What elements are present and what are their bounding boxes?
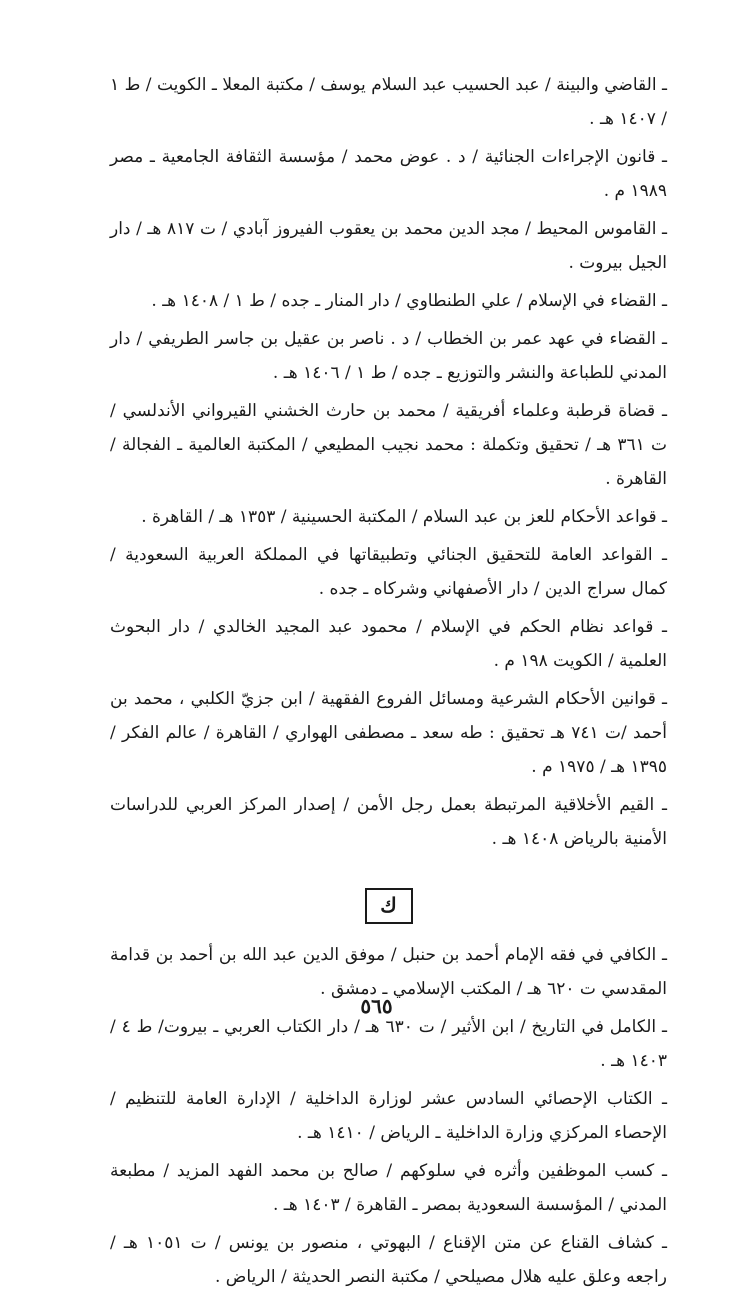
page-number: ٥٦٥: [360, 994, 393, 1018]
bibliography-entry: ـ قوانين الأحكام الشرعية ومسائل الفروع الفقهية / ابن جزيّ الكلبي ، محمد بن أحمد /ت ٧٤١ هـ تحقيق : طه سعد ـ مصطفى الهواري / القاهرة / عالم الفكر / ١٣٩٥ هـ / ١٩٧٥ م .: [110, 689, 667, 777]
bibliography-entry: ـ القاضي والبينة / عبد الحسيب عبد السلام يوسف / مكتبة المعلا ـ الكويت / ط ١ / ١٤٠٧ هـ .: [110, 75, 667, 129]
bibliography-entry: ـ كشاف القناع عن متن الإقناع / البهوتي ، منصور بن يونس / ت ١٠٥١ هـ / راجعه وعلق عليه هلال مصيلحي / مكتبة النصر الحديثة / الرياض .: [110, 1233, 667, 1287]
bibliography-entry: ـ كسب الموظفين وأثره في سلوكهم / صالح بن محمد الفهد المزيد / مطبعة المدني / المؤسسة السعودية بمصر ـ القاهرة / ١٤٠٣ هـ .: [110, 1161, 667, 1215]
bibliography-entry: ـ الكامل في التاريخ / ابن الأثير / ت ٦٣٠ هـ / دار الكتاب العربي ـ بيروت/ ط ٤ / ١٤٠٣ هـ .: [110, 1017, 667, 1071]
bibliography-entry: ـ الكافي في فقه الإمام أحمد بن حنبل / موفق الدين عبد الله بن أحمد بن قدامة المقدسي ت ٦٢٠ هـ / المكتب الإسلامي ـ دمشق .: [110, 945, 667, 999]
bibliography-entry: ـ قانون الإجراءات الجنائية / د . عوض محمد / مؤسسة الثقافة الجامعية ـ مصر ١٩٨٩ م .: [110, 147, 667, 201]
bibliography-entry: ـ الكتاب الإحصائي السادس عشر لوزارة الداخلية / الإدارة العامة للتنظيم / الإحصاء المركزي وزارة الداخلية ـ الرياض / ١٤١٠ هـ .: [110, 1089, 667, 1143]
bibliography-entry: ـ قواعد نظام الحكم في الإسلام / محمود عبد المجيد الخالدي / دار البحوث العلمية / الكويت ١٩٨ م .: [110, 617, 667, 671]
bibliography-section-qaf: [110, 68, 667, 856]
bibliography-entry: ـ القضاء في الإسلام / علي الطنطاوي / دار المنار ـ جده / ط ١ / ١٤٠٨ هـ .: [151, 291, 667, 311]
bibliography-section-kaf: [110, 938, 667, 1294]
bibliography-entry: ـ القواعد العامة للتحقيق الجنائي وتطبيقاتها في المملكة العربية السعودية / كمال سراج الدين / دار الأصفهاني وشركاه ـ جده .: [110, 545, 667, 599]
section-letter-heading: ك: [365, 888, 413, 924]
bibliography-entry: ـ قواعد الأحكام للعز بن عبد السلام / المكتبة الحسينية / ١٣٥٣ هـ / القاهرة .: [141, 507, 667, 527]
bibliography-entry: ـ القيم الأخلاقية المرتبطة بعمل رجل الأمن / إصدار المركز العربي للدراسات الأمنية بالرياض ١٤٠٨ هـ .: [110, 795, 667, 849]
bibliography-entry: ـ قضاة قرطبة وعلماء أفريقية / محمد بن حارث الخشني القيرواني الأندلسي / ت ٣٦١ هـ / تحقيق وتكملة : محمد نجيب المطيعي / المكتبة العالمية ـ الفجالة / القاهرة .: [110, 401, 667, 489]
bibliography-entry: ـ القاموس المحيط / مجد الدين محمد بن يعقوب الفيروز آبادي / ت ٨١٧ هـ / دار الجيل بيروت .: [110, 219, 668, 273]
bibliography-entry: ـ القضاء في عهد عمر بن الخطاب / د . ناصر بن عقيل بن جاسر الطريفي / دار المدني للطباعة والنشر والتوزيع ـ جده / ط ١ / ١٤٠٦ هـ .: [110, 329, 667, 383]
